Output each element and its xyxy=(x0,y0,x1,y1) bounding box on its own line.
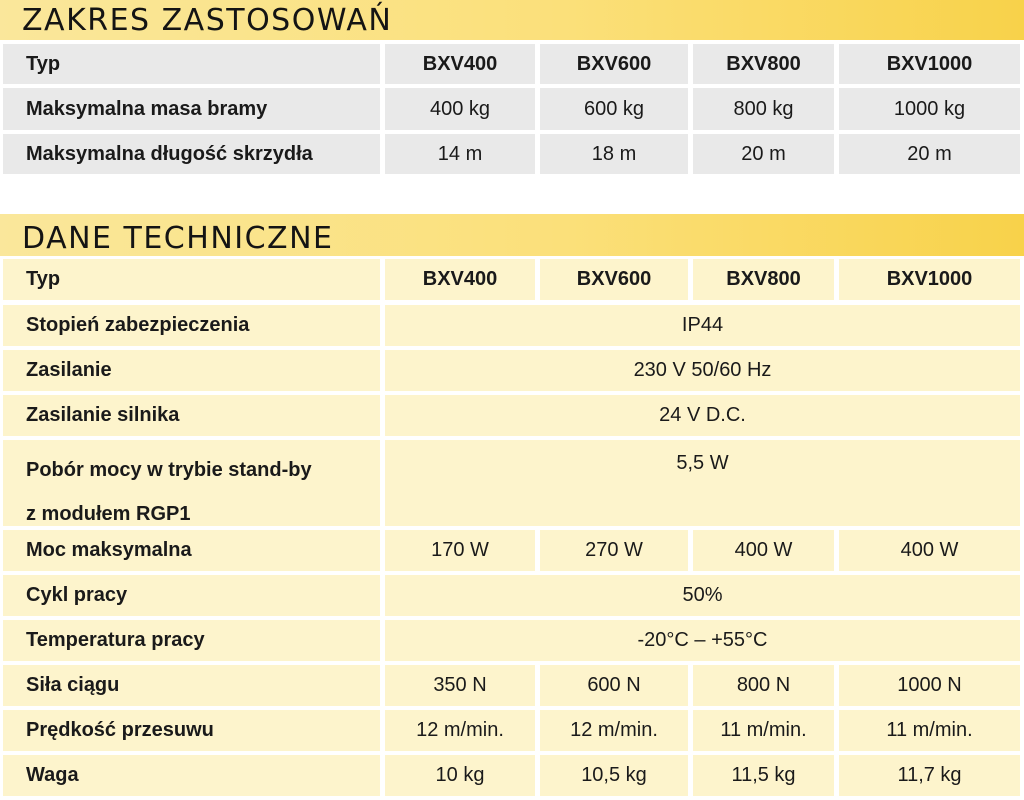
row-label: Maksymalna masa bramy xyxy=(3,88,380,130)
header-label: Typ xyxy=(3,44,380,84)
row-label-line2: z modułem RGP1 xyxy=(26,503,191,525)
dane-header-row xyxy=(0,259,1024,300)
value-cell: 18 m xyxy=(540,134,688,174)
value-cell: 600 kg xyxy=(540,88,688,130)
value-cell: 14 m xyxy=(385,134,535,174)
table-row xyxy=(0,305,1024,346)
model-header: BXV400 xyxy=(385,44,535,84)
table-row xyxy=(0,395,1024,436)
value-cell: -20°C – +55°C xyxy=(385,620,1020,661)
table-row xyxy=(0,134,1024,174)
value-cell: 350 N xyxy=(385,665,535,706)
table-row xyxy=(0,440,1024,526)
value-cell: IP44 xyxy=(385,305,1020,346)
value-cell: 20 m xyxy=(839,134,1020,174)
row-label: Moc maksymalna xyxy=(3,530,380,571)
value-cell: 24 V D.C. xyxy=(385,395,1020,436)
model-header: BXV400 xyxy=(385,259,535,300)
model-header: BXV600 xyxy=(540,44,688,84)
header-label: Typ xyxy=(3,259,380,300)
table-row xyxy=(0,710,1024,751)
value-cell: 800 N xyxy=(693,665,834,706)
value-cell: 5,5 W xyxy=(385,440,1020,526)
table-row xyxy=(0,350,1024,391)
row-label: Zasilanie silnika xyxy=(3,395,380,436)
value-cell: 11 m/min. xyxy=(693,710,834,751)
value-cell: 270 W xyxy=(540,530,688,571)
table-row xyxy=(0,88,1024,130)
zakres-title: ZAKRES ZASTOSOWAŃ xyxy=(22,3,393,38)
row-label: Siła ciągu xyxy=(3,665,380,706)
value-cell: 10,5 kg xyxy=(540,755,688,796)
value-cell: 12 m/min. xyxy=(540,710,688,751)
value-cell: 10 kg xyxy=(385,755,535,796)
row-label: Waga xyxy=(3,755,380,796)
value-cell: 800 kg xyxy=(693,88,834,130)
value-cell: 400 W xyxy=(839,530,1020,571)
value-cell: 600 N xyxy=(540,665,688,706)
value-cell: 400 kg xyxy=(385,88,535,130)
row-label: Zasilanie xyxy=(3,350,380,391)
row-label: Prędkość przesuwu xyxy=(3,710,380,751)
table-row xyxy=(0,620,1024,661)
row-label-line1: Pobór mocy w trybie stand-by xyxy=(26,459,312,481)
value-cell: 50% xyxy=(385,575,1020,616)
row-label: Temperatura pracy xyxy=(3,620,380,661)
value-cell: 12 m/min. xyxy=(385,710,535,751)
value-cell: 11,7 kg xyxy=(839,755,1020,796)
row-label: Stopień zabezpieczenia xyxy=(3,305,380,346)
model-header: BXV1000 xyxy=(839,259,1020,300)
value-cell: 20 m xyxy=(693,134,834,174)
zakres-section xyxy=(0,0,1024,165)
zakres-header-row xyxy=(0,44,1024,84)
model-header: BXV800 xyxy=(693,259,834,300)
row-label: Cykl pracy xyxy=(3,575,380,616)
table-row xyxy=(0,575,1024,616)
table-row xyxy=(0,755,1024,796)
row-label xyxy=(3,440,380,526)
model-header: BXV600 xyxy=(540,259,688,300)
value-cell: 1000 kg xyxy=(839,88,1020,130)
row-label: Maksymalna długość skrzydła xyxy=(3,134,380,174)
dane-title-band xyxy=(0,214,1024,256)
value-cell: 230 V 50/60 Hz xyxy=(385,350,1020,391)
table-row xyxy=(0,530,1024,571)
dane-section xyxy=(0,214,1024,786)
zakres-title-band xyxy=(0,0,1024,40)
table-row xyxy=(0,665,1024,706)
model-header: BXV1000 xyxy=(839,44,1020,84)
value-cell: 400 W xyxy=(693,530,834,571)
model-header: BXV800 xyxy=(693,44,834,84)
value-cell: 11,5 kg xyxy=(693,755,834,796)
value-cell: 170 W xyxy=(385,530,535,571)
value-cell: 1000 N xyxy=(839,665,1020,706)
value-cell: 11 m/min. xyxy=(839,710,1020,751)
dane-title: DANE TECHNICZNE xyxy=(22,221,334,256)
